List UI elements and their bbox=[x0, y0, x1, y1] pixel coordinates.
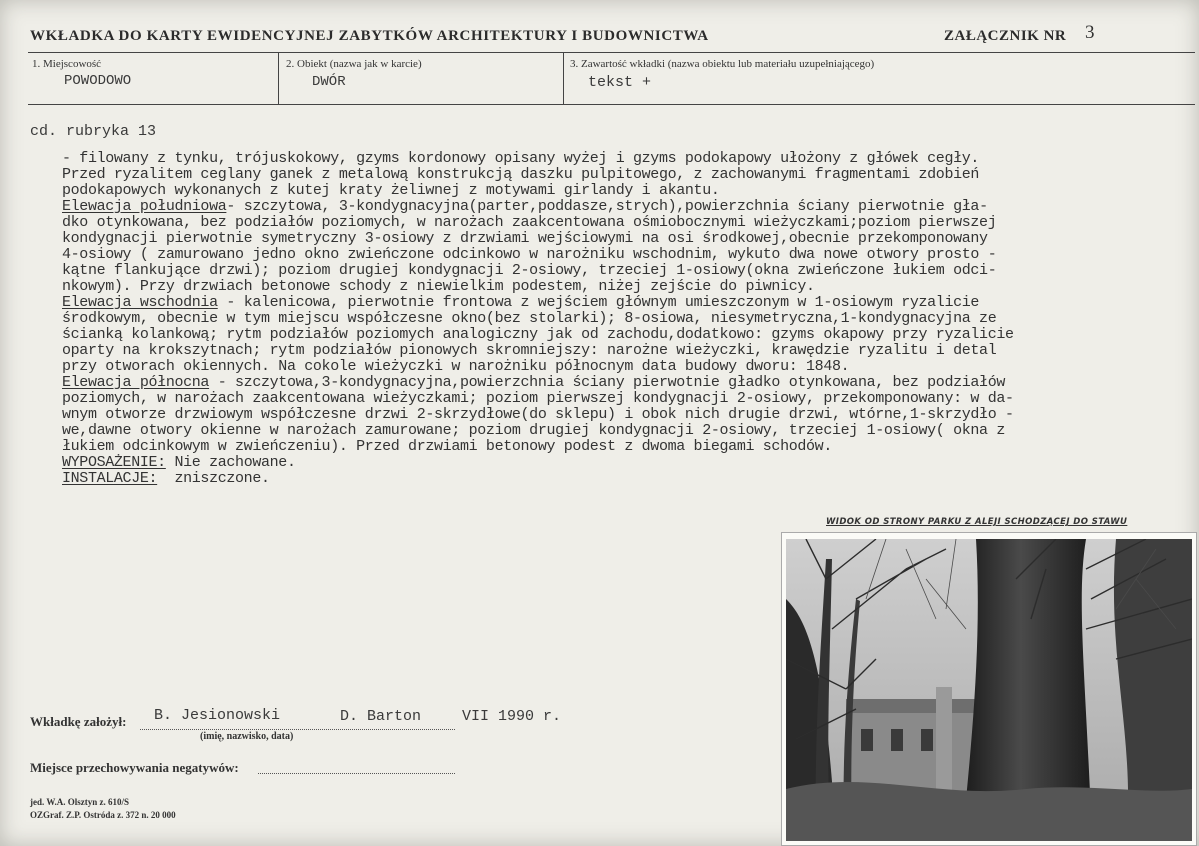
text-line bbox=[62, 454, 296, 471]
text-line bbox=[62, 198, 988, 215]
heading-north-elevation: Elewacja północna bbox=[62, 374, 210, 391]
text-line: kątne flankujące drzwi); poziom drugiej kondygnacji 2-osiowy, trzeciej 1-osiowy(okna zwieńczone łukiem odci- bbox=[62, 262, 997, 279]
negatives-location-label: Miejsce przechowywania negatywów: bbox=[30, 760, 239, 775]
text-line: 4-osiowy ( zamurowano jedno okno zwieńczone odcinkowo w narożniku wschodnim, wykuto dwa nowe otwory prosto - bbox=[62, 246, 997, 263]
annex-label: ZAŁĄCZNIK NR bbox=[944, 28, 1067, 44]
text-line bbox=[62, 374, 1005, 391]
contents-label: 3. Zawartość wkładki (nazwa obiektu lub materiału uzupełniającego) bbox=[570, 58, 875, 70]
text-line: oparty na krokszytnach; rytm podziałów pionowych skromniejszy: narożne wieżyczki, krawędzie ryzalitu i detal bbox=[62, 342, 997, 359]
text-line: nkowym). Przy drzwiach betonowe schody z niewielkim podestem, niżej zejście do piwnicy. bbox=[62, 278, 815, 295]
field-divider-1 bbox=[278, 52, 279, 104]
name-date-hint: (imię, nazwisko, data) bbox=[200, 731, 294, 742]
created-by-dotted-line bbox=[140, 728, 455, 730]
text-line: łukiem odcinkowym w zwieńczeniu). Przed drzwiami betonowy podest z dwoma biegami schodów. bbox=[62, 438, 832, 455]
heading-installations: INSTALACJE: bbox=[62, 470, 158, 487]
annex-number: 3 bbox=[1085, 22, 1095, 43]
place-value: POWODOWO bbox=[64, 73, 132, 89]
print-info-2: OZGraf. Z.P. Ostróda z. 372 n. 20 000 bbox=[30, 810, 176, 820]
photo-caption: WIDOK OD STRONY PARKU Z ALEJI SCHODZĄCEJ DO STAWU bbox=[826, 517, 1128, 527]
created-by-label: Wkładkę założył: bbox=[30, 714, 127, 729]
object-value: DWÓR bbox=[312, 74, 346, 90]
text-line: kondygnacji pierwotnie symetryczny 3-osiowy z drzwiami wejściowymi na osi środkowej,obecnie przekomponowany bbox=[62, 230, 988, 247]
field-divider-2 bbox=[563, 52, 564, 104]
text-line: podokapowych wykonanych z kutej kraty żeliwnej z motywami girlandy i akantu. bbox=[62, 182, 720, 199]
negatives-dotted-line bbox=[258, 772, 455, 774]
text-fragment: zniszczone. bbox=[157, 470, 270, 487]
text-line: Przed ryzalitem ceglany ganek z metalową konstrukcją daszku pulpitowego, z zachowanymi fragmentami zdobień bbox=[62, 166, 980, 183]
creation-date: VII 1990 r. bbox=[462, 708, 562, 725]
text-line bbox=[62, 470, 270, 487]
photo-frame bbox=[781, 532, 1197, 846]
author-1: B. Jesionowski bbox=[154, 707, 281, 724]
text-line: wnym otworze drzwiowym współczesne drzwi 2-skrzydłowe(do sklepu) i obok nich drugie drzwi, wtórne,1-skrzydło - bbox=[62, 406, 1014, 423]
heading-furnishings: WYPOSAŻENIE: bbox=[62, 454, 166, 471]
text-fragment: Nie zachowane. bbox=[165, 454, 296, 471]
rubryka-reference: cd. rubryka 13 bbox=[30, 123, 157, 140]
text-fragment: - kalenicowa, pierwotnie frontowa z wejściem głównym umieszczonym w 1-osiowym ryzalicie bbox=[217, 294, 980, 311]
text-line: we,dawne otwory okienne w narożach zamurowane; poziom drugiej kondygnacji 2-osiowy, trzeciej 1-osiowy( okna z bbox=[62, 422, 1006, 439]
text-line: środkowym, obecnie w tym miejscu współczesne okno(bez stolarki); 8-osiowa, niesymetryczna,1-kondygnacyjna ze bbox=[62, 310, 997, 327]
text-line: poziomych, w narożach zaakcentowana wieżyczkami; poziom pierwszej kondygnacji 2-osiowy, przekomponowany: w da- bbox=[62, 390, 1014, 407]
print-info-1: jed. W.A. Olsztyn z. 610/S bbox=[30, 797, 130, 807]
text-fragment: - szczytowa,3-kondygnacyjna,powierzchnia ściany pierwotnie gładko otynkowana, bez podziałów bbox=[209, 374, 1006, 391]
manor-park-photo bbox=[786, 539, 1192, 841]
text-line: ścianką kolankową; rytm podziałów poziomych analogiczny jak od zachodu,dodatkowo: gzyms okapowy przy ryzalicie bbox=[62, 326, 1014, 343]
card-title: WKŁADKA DO KARTY EWIDENCYJNEJ ZABYTKÓW ARCHITEKTURY I BUDOWNICTWA bbox=[30, 28, 709, 44]
contents-value: tekst + bbox=[588, 74, 652, 91]
heading-east-elevation: Elewacja wschodnia bbox=[62, 294, 218, 311]
header-rule-top bbox=[28, 52, 1195, 53]
place-label: 1. Miejscowość bbox=[32, 58, 102, 70]
text-line bbox=[62, 294, 979, 311]
text-fragment: - szczytowa, 3-kondygnacyjna(parter,poddasze,strych),powierzchnia ściany pierwotnie gła- bbox=[226, 198, 988, 215]
header-rule-bottom bbox=[28, 104, 1195, 105]
text-line: przy otworach okiennych. Na cokole wieżyczki w narożniku północnym data budowy dworu: 1848. bbox=[62, 358, 850, 375]
heading-south-elevation: Elewacja południowa bbox=[62, 198, 227, 215]
object-label: 2. Obiekt (nazwa jak w karcie) bbox=[286, 58, 422, 70]
text-line: - filowany z tynku, trójuskokowy, gzyms kordonowy opisany wyżej i gzyms podokapowy ułożony z główek cegły. bbox=[62, 150, 980, 167]
author-2: D. Barton bbox=[340, 708, 422, 725]
text-line: dko otynkowana, bez podziałów poziomych, w narożach zaakcentowana ośmiobocznymi wieżyczkami;poziom pierwszej bbox=[62, 214, 997, 231]
